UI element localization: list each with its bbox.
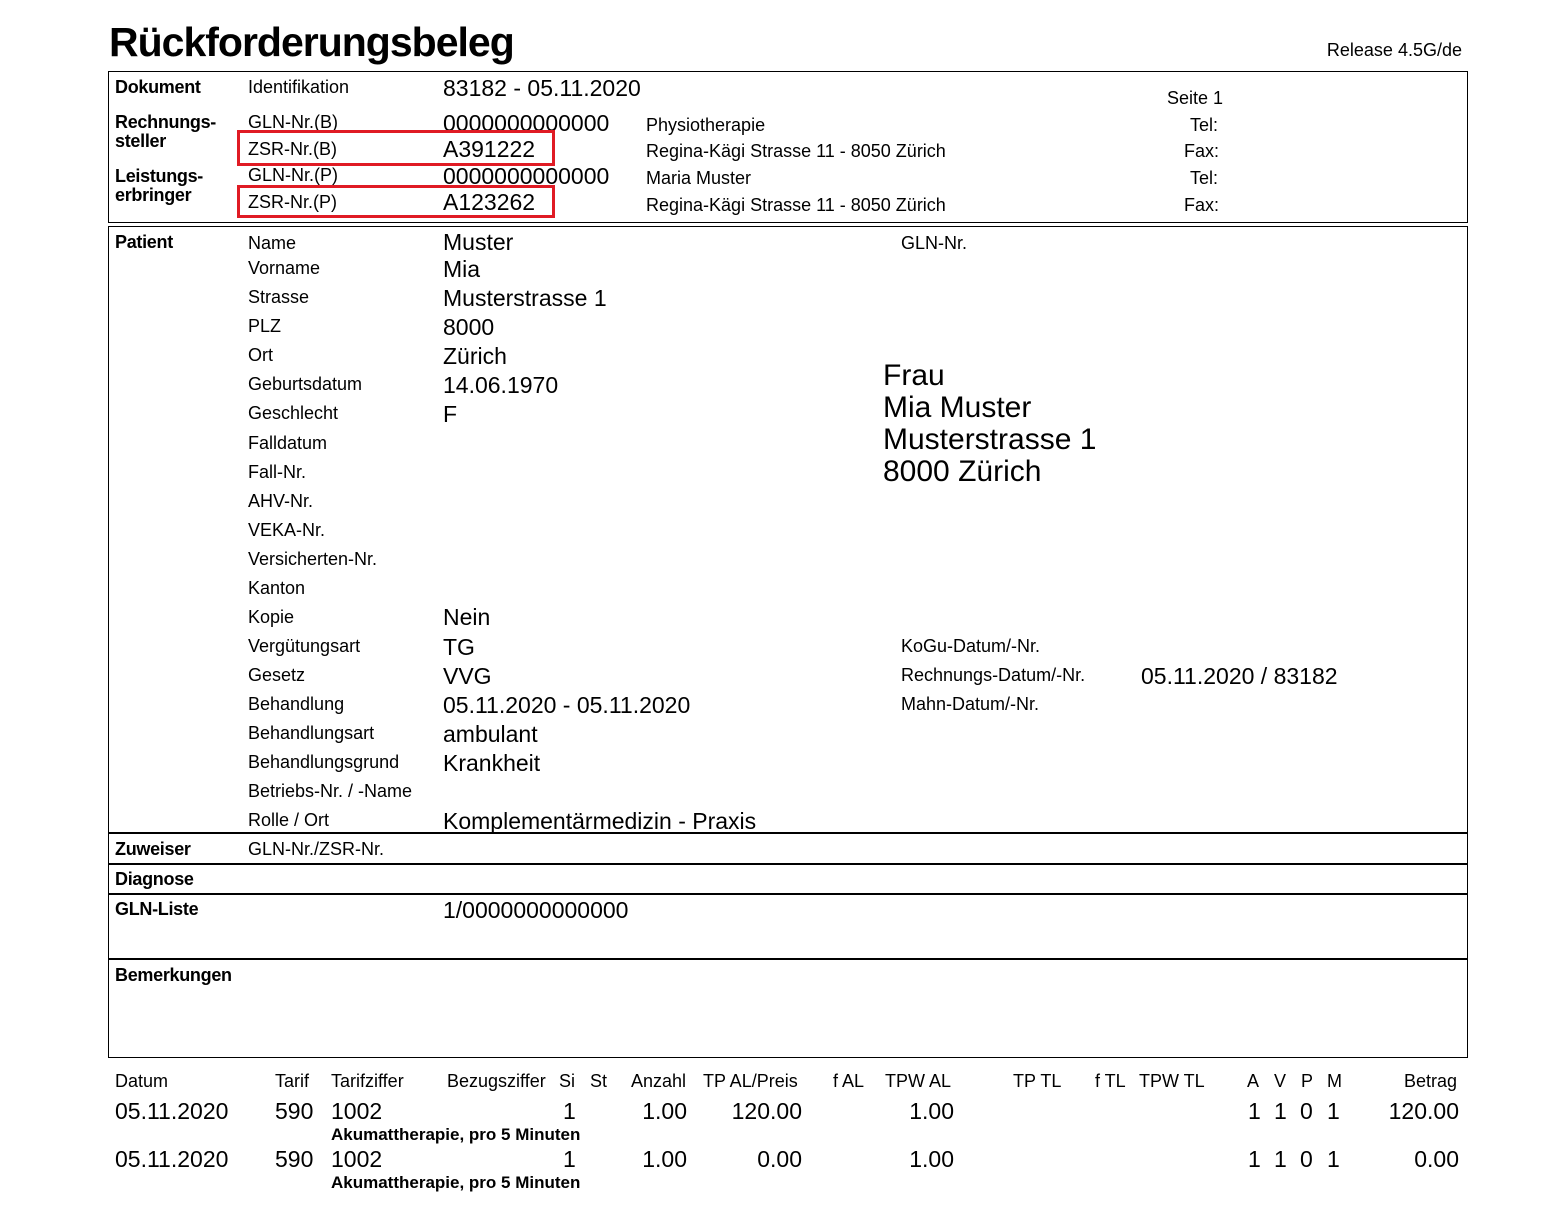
cell-si: 1: [563, 1098, 576, 1124]
divider-gln-liste: [108, 893, 1468, 895]
patient-gln-label: GLN-Nr.: [901, 233, 968, 253]
cell-m: 1: [1327, 1146, 1340, 1172]
th-si: Si: [559, 1071, 576, 1091]
field-value-name: Muster: [443, 229, 514, 255]
cell-betrag: 0.00: [1414, 1146, 1459, 1172]
field-label-betriebs-nr: Betriebs-Nr. / -Name: [248, 781, 413, 801]
rechnungssteller-tel-label: Tel:: [1190, 115, 1219, 135]
field-label-behandlungsgrund: Behandlungsgrund: [248, 752, 400, 772]
field-label-rolle-ort: Rolle / Ort: [248, 810, 330, 830]
th-anzahl: Anzahl: [631, 1071, 687, 1091]
th-v: V: [1274, 1071, 1287, 1091]
th-m: M: [1327, 1071, 1342, 1091]
cell-p: 0: [1300, 1146, 1313, 1172]
zsr-p-label: ZSR-Nr.(P): [248, 192, 337, 212]
leistungserbringer-tel-label: Tel:: [1190, 168, 1219, 188]
field-label-versicherten-nr: Versicherten-Nr.: [248, 549, 378, 569]
field-value-behandlung: 05.11.2020 - 05.11.2020: [443, 692, 691, 718]
cell-si: 1: [563, 1146, 576, 1172]
field-label-veka-nr: VEKA-Nr.: [248, 520, 326, 540]
field-label-strasse: Strasse: [248, 287, 310, 307]
cell-datum: 05.11.2020: [115, 1098, 229, 1124]
zsr-p-value: A123262: [443, 189, 536, 215]
gln-liste-value: 1/0000000000000: [443, 897, 629, 923]
field-label-geschlecht: Geschlecht: [248, 403, 339, 423]
section-rechnungssteller: [115, 113, 216, 151]
field-label-behandlungsart: Behandlungsart: [248, 723, 375, 743]
address-line-city: 8000 Zürich: [883, 455, 1042, 488]
cell-tarif: 590: [275, 1098, 314, 1124]
leistungserbringer-label-1: Leistungs-: [115, 166, 204, 186]
zsr-b-highlight: [237, 130, 555, 166]
th-betrag: Betrag: [1404, 1071, 1458, 1091]
gln-b-value: 0000000000000: [443, 110, 610, 136]
field-value-vorname: Mia: [443, 256, 481, 282]
field-value-behandlungsart: ambulant: [443, 721, 538, 747]
th-f-tl: f TL: [1095, 1071, 1126, 1091]
field-label-kopie: Kopie: [248, 607, 295, 627]
leistungserbringer-address: Regina-Kägi Strasse 11 - 8050 Zürich: [646, 195, 946, 215]
cell-tpw-al: 1.00: [909, 1098, 954, 1124]
rechnungssteller-label-2: steller: [115, 131, 166, 151]
cell-anzahl: 1.00: [642, 1146, 687, 1172]
page-title: Rückforderungsbeleg: [109, 19, 514, 65]
rechnungs-datum-value: 05.11.2020 / 83182: [1141, 663, 1338, 689]
cell-betrag: 120.00: [1388, 1098, 1459, 1124]
rechnungssteller-name: Physiotherapie: [646, 115, 766, 135]
cell-m: 1: [1327, 1098, 1340, 1124]
th-bezugsziffer: Bezugsziffer: [447, 1071, 546, 1091]
field-label-ort: Ort: [248, 345, 273, 365]
field-value-gesetz: VVG: [443, 663, 492, 689]
cell-datum: 05.11.2020: [115, 1146, 229, 1172]
rechnungssteller-label-1: Rechnungs-: [115, 112, 217, 132]
cell-a: 1: [1248, 1146, 1261, 1172]
gln-p-value: 0000000000000: [443, 163, 610, 189]
address-line-street: Musterstrasse 1: [883, 423, 1097, 456]
mahn-datum-label: Mahn-Datum/-Nr.: [901, 694, 1040, 714]
field-label-fall-nr: Fall-Nr.: [248, 462, 306, 482]
field-label-behandlung: Behandlung: [248, 694, 345, 714]
field-label-ahv-nr: AHV-Nr.: [248, 491, 314, 511]
field-value-plz: 8000: [443, 314, 495, 340]
cell-v: 1: [1274, 1098, 1287, 1124]
section-dokument: Dokument: [115, 77, 201, 97]
section-leistungserbringer: [115, 167, 203, 205]
cell-p: 0: [1300, 1098, 1313, 1124]
gln-p-label: GLN-Nr.(P): [248, 165, 338, 185]
field-label-verguetungsart: Vergütungsart: [248, 636, 361, 656]
recipient-address-block: [883, 360, 1096, 488]
field-value-rolle-ort: Komplementärmedizin - Praxis: [443, 808, 757, 834]
divider-bemerkungen: [108, 958, 1468, 960]
field-label-gesetz: Gesetz: [248, 665, 306, 685]
cell-description: Akumattherapie, pro 5 Minuten: [331, 1125, 581, 1144]
field-label-falldatum: Falldatum: [248, 433, 328, 453]
rechnungssteller-address: Regina-Kägi Strasse 11 - 8050 Zürich: [646, 141, 946, 161]
field-value-strasse: Musterstrasse 1: [443, 285, 607, 311]
field-label-plz: PLZ: [248, 316, 282, 336]
cell-tp-al: 0.00: [757, 1146, 802, 1172]
rechnungssteller-fax-label: Fax:: [1184, 141, 1220, 161]
field-label-name: Name: [248, 233, 297, 253]
leistungserbringer-label-2: erbringer: [115, 185, 192, 205]
th-tp-tl: TP TL: [1013, 1071, 1062, 1091]
th-a: A: [1247, 1071, 1260, 1091]
cell-tarifziffer: 1002: [331, 1098, 383, 1124]
field-value-kopie: Nein: [443, 604, 491, 630]
section-patient: Patient: [115, 232, 173, 252]
field-value-geschlecht: F: [443, 401, 458, 427]
cell-tarif: 590: [275, 1146, 314, 1172]
cell-v: 1: [1274, 1146, 1287, 1172]
field-label-kanton: Kanton: [248, 578, 306, 598]
section-bemerkungen: Bemerkungen: [115, 965, 232, 985]
section-diagnose: Diagnose: [115, 869, 194, 889]
identifikation-value: 83182 - 05.11.2020: [443, 75, 641, 101]
th-tpw-al: TPW AL: [885, 1071, 952, 1091]
identifikation-label: Identifikation: [248, 77, 350, 97]
field-value-ort: Zürich: [443, 343, 507, 369]
cell-a: 1: [1248, 1098, 1261, 1124]
th-tp-al: TP AL/Preis: [703, 1071, 798, 1091]
field-label-geburtsdatum: Geburtsdatum: [248, 374, 363, 394]
th-f-al: f AL: [833, 1071, 865, 1091]
address-line-salutation: Frau: [883, 359, 945, 392]
th-datum: Datum: [115, 1071, 169, 1091]
th-tarif: Tarif: [275, 1071, 310, 1091]
cell-tarifziffer: 1002: [331, 1146, 383, 1172]
th-tarifziffer: Tarifziffer: [331, 1071, 404, 1091]
gln-b-label: GLN-Nr.(B): [248, 112, 338, 132]
field-label-vorname: Vorname: [248, 258, 321, 278]
rechnungs-datum-label: Rechnungs-Datum/-Nr.: [901, 665, 1086, 685]
divider-zuweiser: [108, 832, 1468, 834]
leistungserbringer-name: Maria Muster: [646, 168, 752, 188]
field-value-geburtsdatum: 14.06.1970: [443, 372, 559, 398]
cell-tp-al: 120.00: [731, 1098, 802, 1124]
field-value-verguetungsart: TG: [443, 634, 475, 660]
field-value-behandlungsgrund: Krankheit: [443, 750, 541, 776]
cell-description: Akumattherapie, pro 5 Minuten: [331, 1173, 581, 1192]
cell-tpw-al: 1.00: [909, 1146, 954, 1172]
zsr-b-value: A391222: [443, 136, 536, 162]
th-tpw-tl: TPW TL: [1139, 1071, 1205, 1091]
seite-label: Seite 1: [1167, 88, 1224, 108]
section-zuweiser: Zuweiser: [115, 839, 191, 859]
address-line-name: Mia Muster: [883, 391, 1032, 424]
cell-anzahl: 1.00: [642, 1098, 687, 1124]
kogu-label: KoGu-Datum/-Nr.: [901, 636, 1041, 656]
th-p: P: [1301, 1071, 1314, 1091]
zsr-b-label: ZSR-Nr.(B): [248, 139, 337, 159]
section-gln-liste: GLN-Liste: [115, 899, 199, 919]
release-label: Release 4.5G/de: [1326, 40, 1462, 60]
zuweiser-gln-label: GLN-Nr./ZSR-Nr.: [248, 839, 385, 859]
leistungserbringer-fax-label: Fax:: [1184, 195, 1220, 215]
divider-diagnose: [108, 863, 1468, 865]
zsr-p-highlight: [237, 185, 555, 218]
th-st: St: [590, 1071, 608, 1091]
